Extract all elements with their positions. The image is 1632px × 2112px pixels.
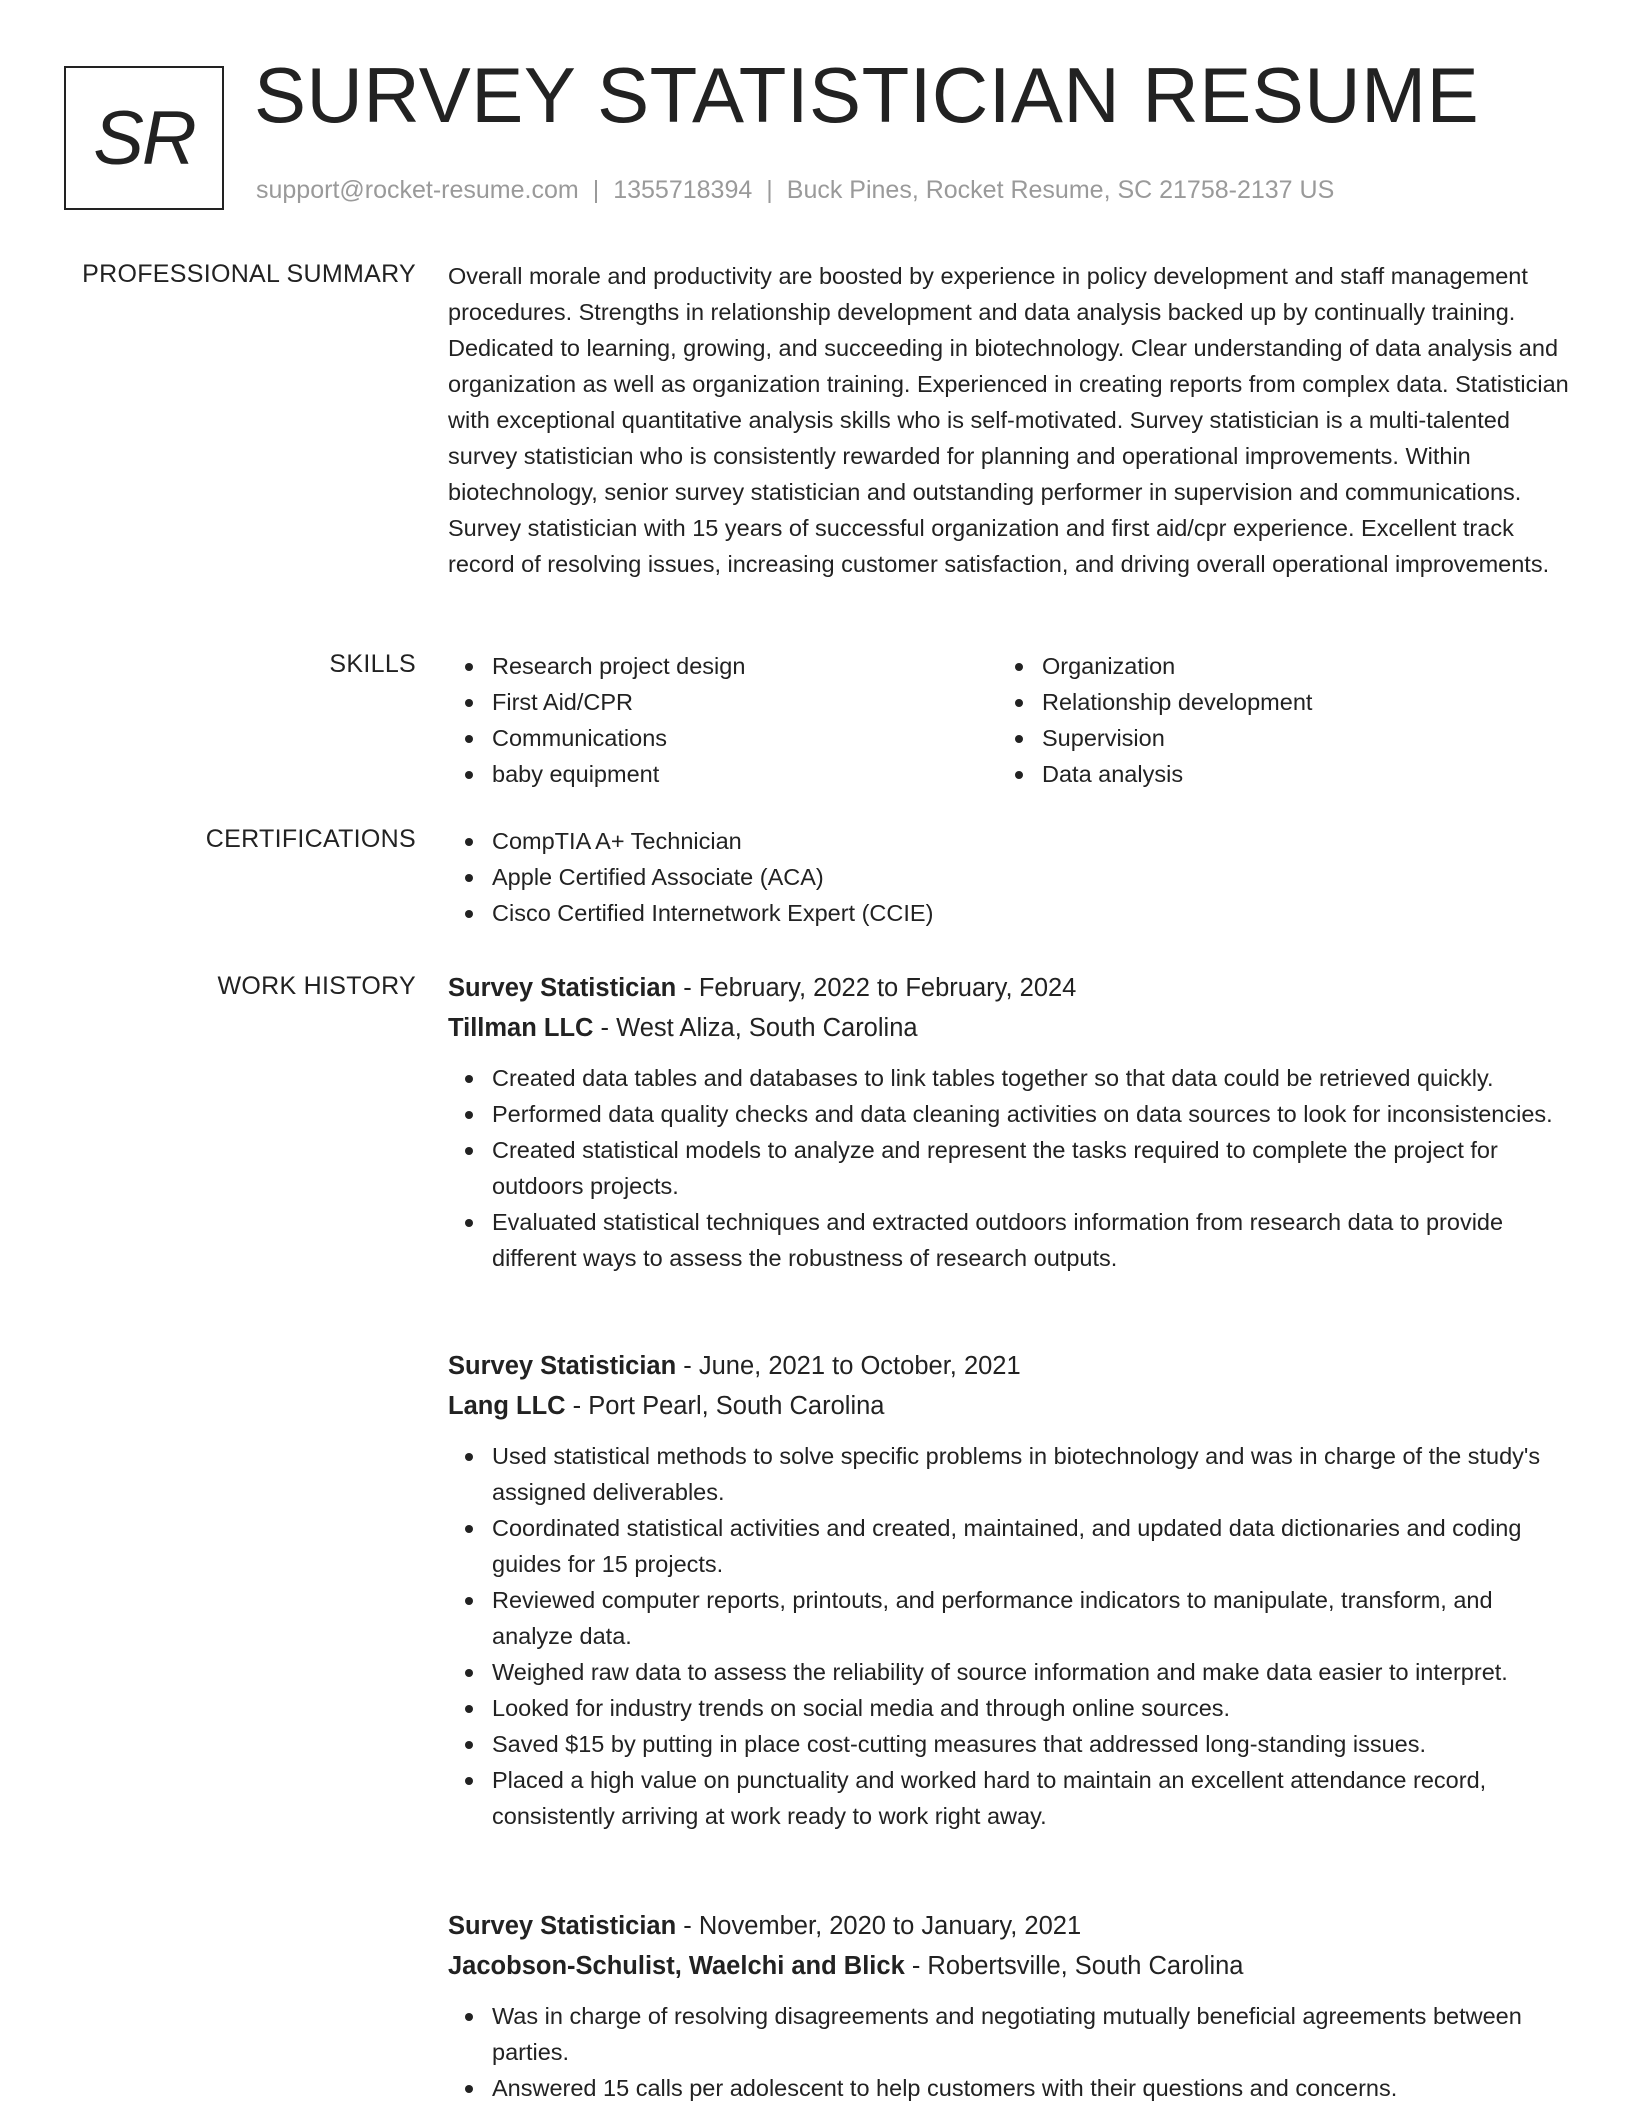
job-bullet: Saved $15 by putting in place cost-cutting measures that addressed long-standing issues. [448,1726,1570,1762]
contact-address: Buck Pines, Rocket Resume, SC 21758-2137 US [786,176,1335,204]
skills-body [448,648,1570,792]
job-bullet: Created statistical models to analyze and represent the tasks required to complete the project for outdoors projects. [448,1132,1570,1204]
job-bullets [448,1998,1570,2106]
job-company-line [448,1008,1570,1048]
section-title-work-history: WORK HISTORY [217,972,416,1000]
job-bullet: Weighed raw data to assess the reliability of source information and make data easier to interpret. [448,1654,1570,1690]
job-role: Survey Statistician [448,1912,677,1940]
job-role: Survey Statistician [448,1352,677,1380]
job-location: - Robertsville, South Carolina [904,1952,1244,1980]
certification-item: Cisco Certified Internetwork Expert (CCIE) [448,895,1570,931]
job-dates: - November, 2020 to January, 2021 [676,1912,1082,1940]
job-bullets [448,1438,1570,1834]
job-entry [448,1346,1570,1834]
certifications-body [448,823,1570,931]
job-bullet: Answered 15 calls per adolescent to help customers with their questions and concerns. [448,2070,1570,2106]
skill-item: baby equipment [448,756,998,792]
job-bullet: Reviewed computer reports, printouts, and performance indicators to manipulate, transform, and analyze data. [448,1582,1570,1654]
skill-item: First Aid/CPR [448,684,998,720]
skill-item: Research project design [448,648,998,684]
contact-line [256,176,1334,205]
job-bullet: Coordinated statistical activities and created, maintained, and updated data dictionaries and coding guides for 15 projects. [448,1510,1570,1582]
skill-item: Supervision [998,720,1548,756]
certification-item: CompTIA A+ Technician [448,823,1570,859]
job-location: - West Aliza, South Carolina [593,1014,918,1042]
skill-item: Relationship development [998,684,1548,720]
skills-list-left [448,648,998,792]
skill-item: Data analysis [998,756,1548,792]
certifications-list [448,823,1570,931]
job-company: Tillman LLC [448,1014,594,1042]
section-title-skills: SKILLS [329,650,416,678]
job-bullet: Looked for industry trends on social media and through online sources. [448,1690,1570,1726]
skill-item: Communications [448,720,998,756]
contact-separator: | [592,176,600,204]
skills-list-right [998,648,1548,792]
job-role-line [448,1906,1570,1946]
section-title-certifications: CERTIFICATIONS [205,825,416,853]
job-bullet: Used statistical methods to solve specific problems in biotechnology and was in charge of the study's assigned deliverables. [448,1438,1570,1510]
contact-email[interactable]: support@rocket-resume.com [256,176,579,204]
job-role: Survey Statistician [448,974,677,1002]
resume-title: SURVEY STATISTICIAN RESUME [254,51,1480,139]
certification-item: Apple Certified Associate (ACA) [448,859,1570,895]
monogram-logo: SR [64,66,224,210]
summary-text: Overall morale and productivity are boosted by experience in policy development and staff management procedures. Strengths in relationship development and data analysis backed up by continually training. Dedicated to learning, growing, and succeeding in biotechnology. Clear understanding of data analysis and organization as well as organization training. Experienced in creating reports from complex data. Statistician with exceptional quantitative analysis skills who is self-motivated. Survey statistician is a multi-talented survey statistician who is consistently rewarded for planning and operational improvements. Within biotechnology, senior survey statistician and outstanding performer in supervision and communications. Survey statistician with 15 years of successful organization and first aid/cpr experience. Excellent track record of resolving issues, increasing customer satisfaction, and driving overall operational improvements. [448,263,1569,577]
section-title-summary: PROFESSIONAL SUMMARY [82,260,416,288]
contact-phone[interactable]: 1355718394 [613,176,753,204]
job-company-line [448,1946,1570,1986]
job-company: Lang LLC [448,1392,566,1420]
job-role-line [448,968,1570,1008]
skill-item: Organization [998,648,1548,684]
job-dates: - June, 2021 to October, 2021 [676,1352,1021,1380]
job-entry [448,1906,1570,2106]
job-dates: - February, 2022 to February, 2024 [676,974,1077,1002]
contact-separator: | [766,176,773,204]
job-entry [448,968,1570,1276]
job-role-line [448,1346,1570,1386]
job-bullet: Placed a high value on punctuality and worked hard to maintain an excellent attendance record, consistently arriving at work ready to work right away. [448,1762,1570,1834]
job-company: Jacobson-Schulist, Waelchi and Blick [448,1952,905,1980]
job-bullet: Evaluated statistical techniques and extracted outdoors information from research data to provide different ways to assess the robustness of research outputs. [448,1204,1570,1276]
job-bullets [448,1060,1570,1276]
job-bullet: Was in charge of resolving disagreements and negotiating mutually beneficial agreements between parties. [448,1998,1570,2070]
job-bullet: Performed data quality checks and data cleaning activities on data sources to look for inconsistencies. [448,1096,1570,1132]
job-bullet: Created data tables and databases to link tables together so that data could be retrieved quickly. [448,1060,1570,1096]
job-location: - Port Pearl, South Carolina [565,1392,885,1420]
job-company-line [448,1386,1570,1426]
